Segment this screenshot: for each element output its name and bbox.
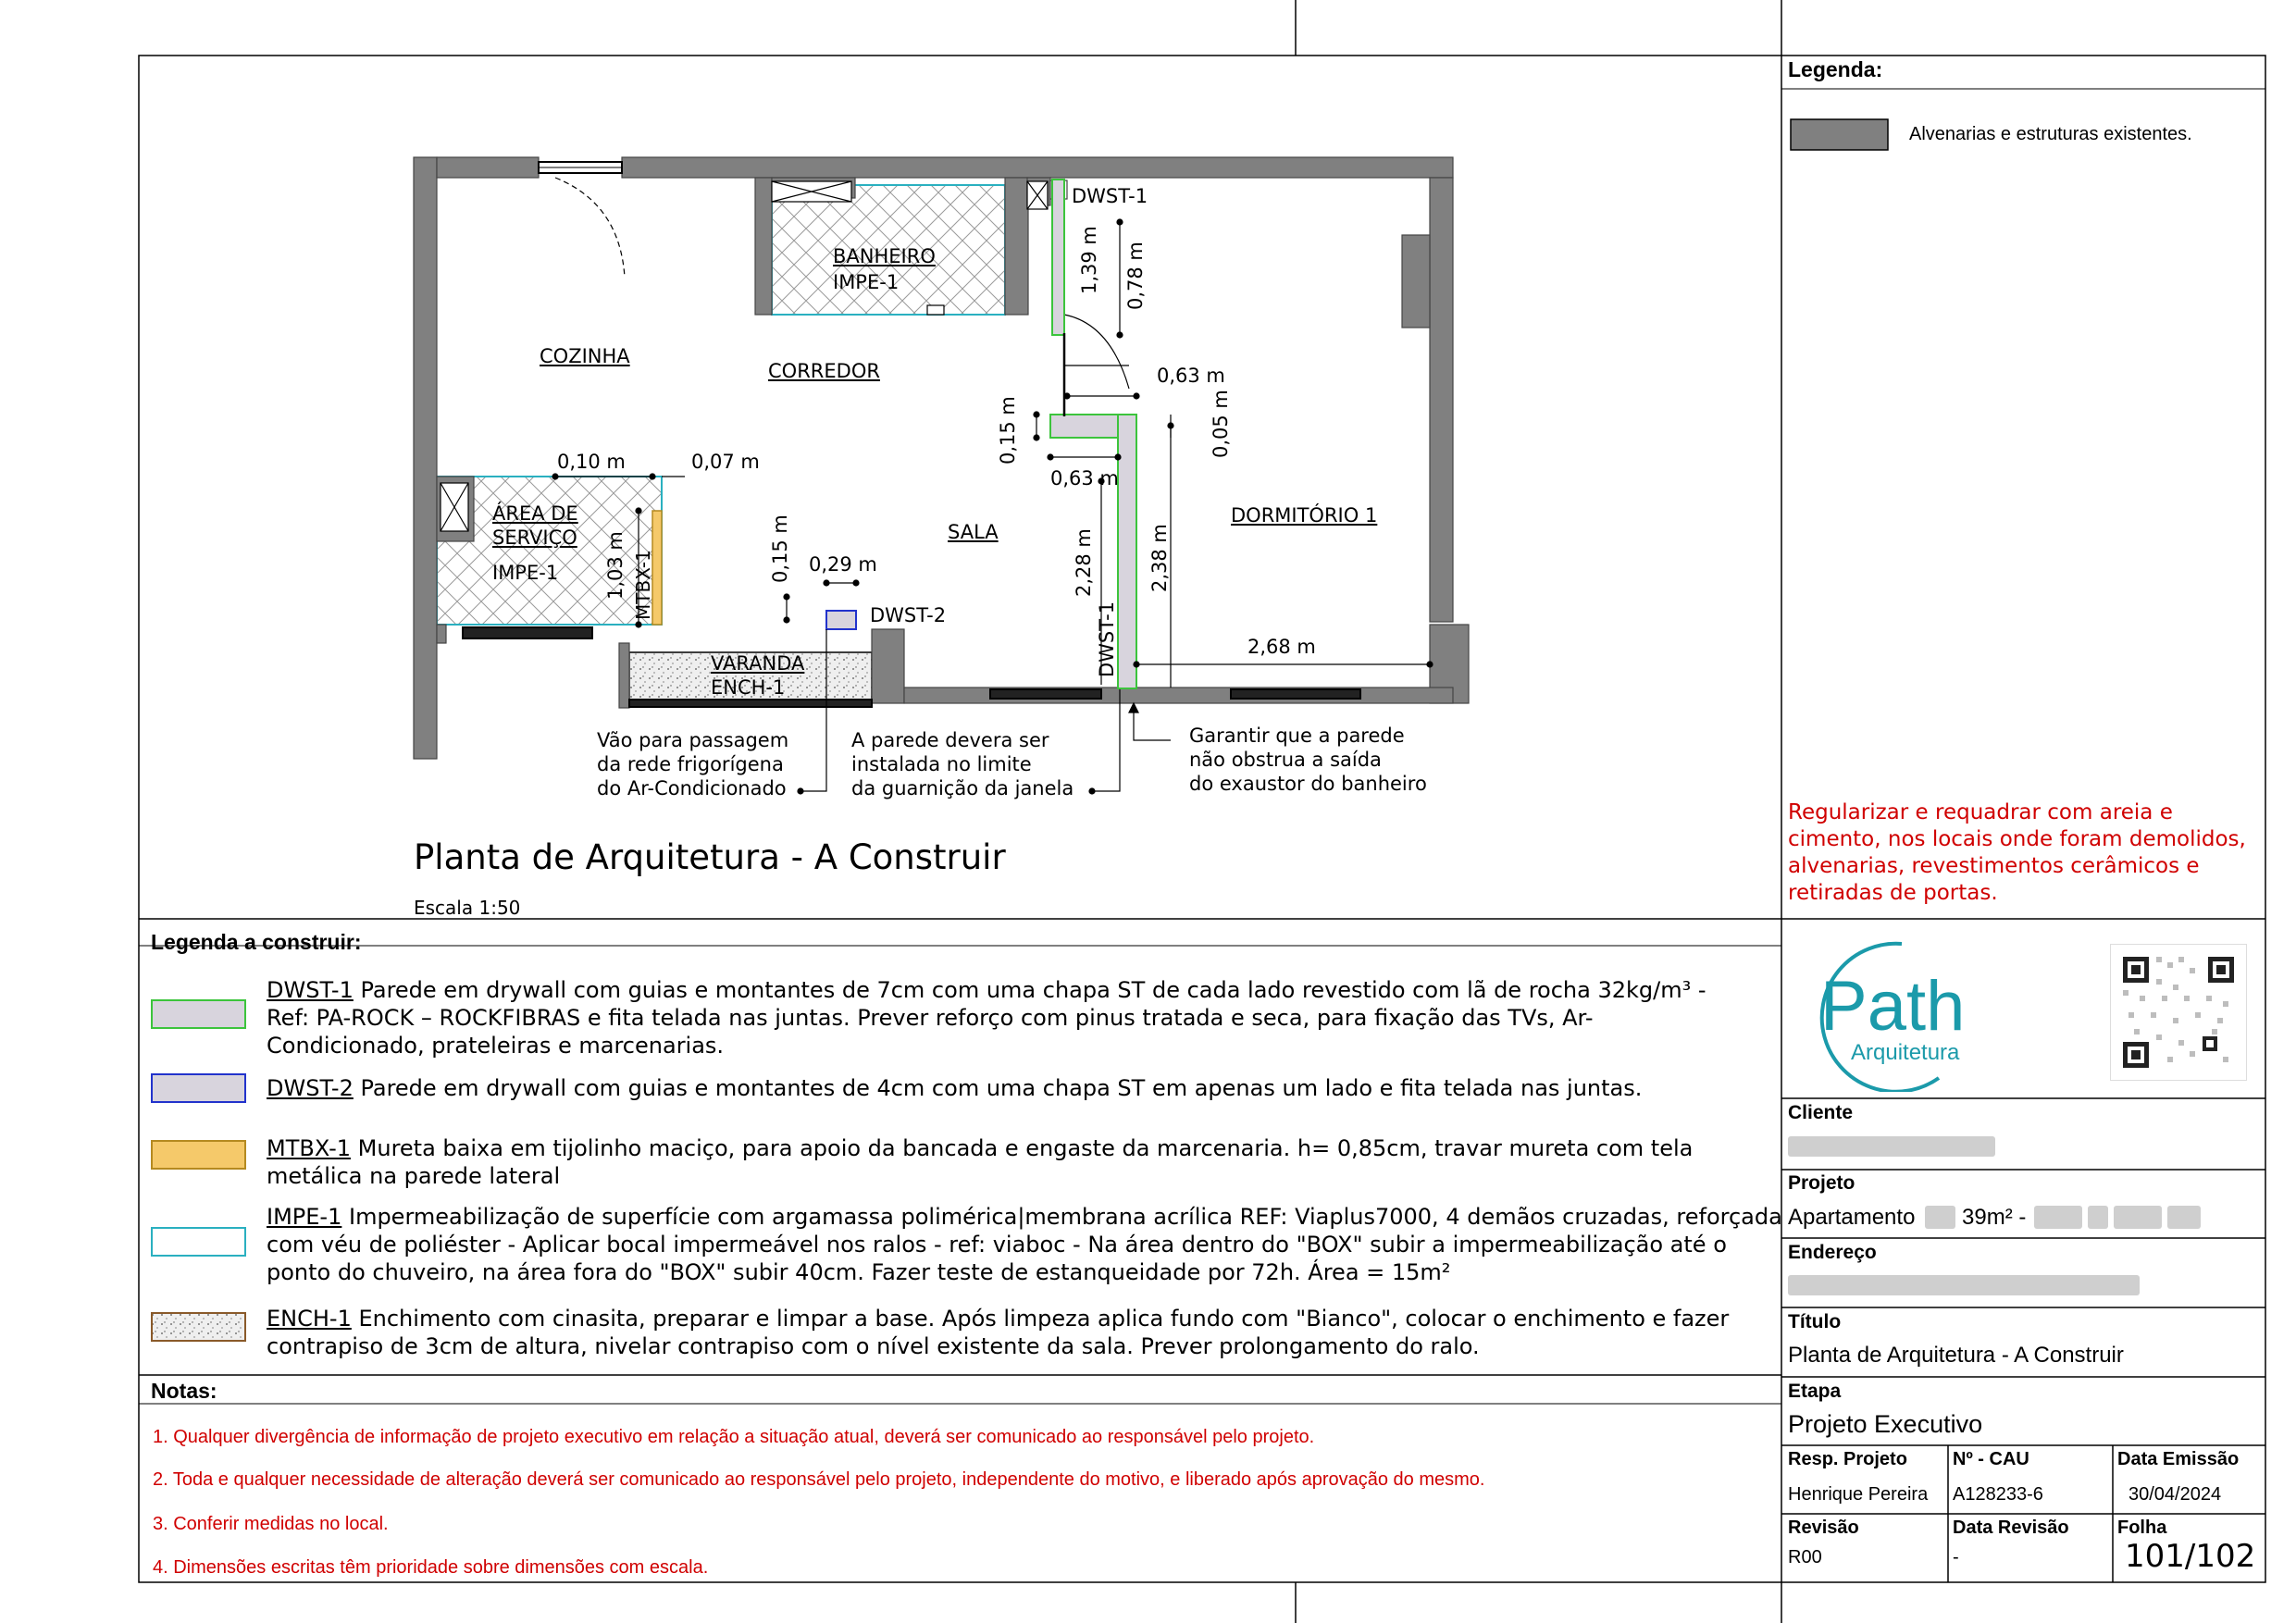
note-4: 4. Dimensões escritas têm prioridade sobre dimensões com escala.: [153, 1557, 709, 1578]
room-cozinha: COZINHA: [540, 345, 630, 367]
dim-238: 2,38 m: [1148, 524, 1171, 592]
room-area-servico-1: ÁREA DE: [492, 502, 578, 525]
legend-title: Legenda:: [1788, 57, 1883, 81]
projeto-value-b: 39m² -: [1962, 1205, 2027, 1230]
dim-078: 0,78 m: [1124, 242, 1147, 310]
qr-code-icon: [2110, 944, 2247, 1081]
dim-007: 0,07 m: [691, 451, 760, 473]
resp-label: Resp. Projeto: [1788, 1449, 1907, 1469]
projeto-label: Projeto: [1788, 1172, 1855, 1194]
folha-label: Folha: [2117, 1518, 2167, 1538]
dim-063a: 0,63 m: [1157, 365, 1225, 387]
dim-010: 0,10 m: [557, 451, 626, 473]
room-varanda: VARANDA: [711, 652, 805, 675]
data-emissao-value: 30/04/2024: [2128, 1484, 2222, 1505]
red-note: Regularizar e requadrar com areia e cimento, nos locais onde foram demolidos, alvenarias, revestimentos cerâmicos e retiradas de portas.: [1788, 800, 2246, 905]
etapa-value: Projeto Executivo: [1788, 1410, 1983, 1438]
path-logo: [1781, 930, 2013, 1092]
plan-title: Planta de Arquitetura - A Construir: [414, 837, 1006, 877]
dim-063b: 0,63 m: [1050, 467, 1119, 489]
dim-015b: 0,15 m: [997, 396, 1019, 465]
data-revisao-label: Data Revisão: [1953, 1518, 2069, 1538]
legend-existing-label: Alvenarias e estruturas existentes.: [1909, 124, 2192, 144]
swatch-dwst1: [151, 999, 246, 1029]
cliente-redacted: [1788, 1136, 1995, 1157]
annotation-ac: Vão para passagem da rede frigorígena do Ar-Condicionado: [597, 729, 789, 799]
projeto-redacted-2: [2034, 1206, 2082, 1229]
room-banheiro: BANHEIRO: [833, 245, 936, 267]
dim-015a: 0,15 m: [769, 514, 791, 583]
etapa-label: Etapa: [1788, 1381, 1842, 1402]
legend-item-dwst2: DWST-2 Parede em drywall com guias e montantes de 4cm com uma chapa ST em apenas um lado e fita telada nas juntas.: [267, 1075, 1643, 1101]
resp-value: Henrique Pereira: [1788, 1484, 1929, 1505]
room-corredor: CORREDOR: [768, 360, 880, 382]
note-2: 2. Toda e qualquer necessidade de alteração deverá ser comunicado ao responsável pelo projeto, independente do motivo, e liberado após aprovação do mesmo.: [153, 1469, 1485, 1490]
note-1: 1. Qualquer divergência de informação de projeto executivo em relação a situação atual, deverá ser comunicado ao responsável pelo projeto.: [153, 1427, 1315, 1447]
tag-dwst1-bottom: DWST-1: [1096, 601, 1118, 677]
dim-139: 1,39 m: [1078, 226, 1100, 294]
cau-label: Nº - CAU: [1953, 1449, 2029, 1469]
projeto-value-a: Apartamento: [1788, 1205, 1916, 1230]
logo-sub: Arquitetura: [1851, 1040, 1960, 1065]
notes-title: Notas:: [151, 1379, 217, 1403]
room-banheiro-tag: IMPE-1: [833, 271, 900, 293]
projeto-redacted-3: [2088, 1206, 2108, 1229]
projeto-redacted-5: [2167, 1206, 2201, 1229]
annotation-window: A parede devera ser instalada no limite da guarnição da janela: [851, 729, 1074, 799]
legend-item-dwst1: DWST-1 Parede em drywall com guias e montantes de 7cm com uma chapa ST de cada lado revestido com lã de rocha 32kg/m³ - Ref: PA-ROCK – ROCKFIBRAS e fita telada nas juntas. Prever reforço com pinus tratada e seca, para fixação das TVs, Ar- Condicionado, prateleiras e marcenarias.: [267, 977, 1706, 1059]
note-3: 3. Conferir medidas no local.: [153, 1514, 389, 1534]
existing-wall-swatch: [1791, 119, 1888, 150]
endereco-redacted: [1788, 1275, 2140, 1295]
logo-name: Path: [1820, 967, 1966, 1046]
annotation-exaustor: Garantir que a parede não obstrua a saída do exaustor do banheiro: [1189, 725, 1427, 795]
legend-item-impe1: IMPE-1 Impermeabilização de superfície com argamassa polimérica|membrana acrílica REF: Viaplus7000, 4 demãos cruzadas, reforçada com véu de poliéster - Aplicar bocal impermeável nos ralos - ref: viaboc - Na área dentro do "BOX" subir a impermeabilização até o ponto do chuveiro, na área fora do "BOX" subir 40cm. Fazer teste de estanqueidade por 72h. Área = 15m²: [267, 1204, 1782, 1285]
floor-plan: [414, 157, 1469, 794]
revisao-value: R00: [1788, 1547, 1822, 1567]
tag-dwst1-top: DWST-1: [1072, 185, 1148, 207]
legend-item-mtbx1: MTBX-1 Mureta baixa em tijolinho maciço, para apoio da bancada e engaste da marcenaria. h= 0,85cm, travar mureta com tela metálica na parede lateral: [267, 1135, 1694, 1189]
room-dormitorio: DORMITÓRIO 1: [1231, 504, 1378, 527]
swatch-ench1: [151, 1312, 246, 1342]
build-legend-title: Legenda a construir:: [151, 930, 362, 954]
cau-value: A128233-6: [1953, 1484, 2043, 1505]
legend-item-ench1: ENCH-1 Enchimento com cinasita, preparar e limpar a base. Após limpeza aplica fundo com "Bianco", colocar o enchimento e fazer contrapiso de 3cm de altura, nivelar contrapiso com o nível existente da sala. Prever prolongamento do ralo.: [267, 1306, 1730, 1359]
dim-228: 2,28 m: [1073, 528, 1095, 597]
endereco-label: Endereço: [1788, 1242, 1877, 1263]
swatch-impe1: [151, 1227, 246, 1257]
revisao-label: Revisão: [1788, 1518, 1859, 1538]
dwst2-wall: [826, 611, 856, 629]
room-sala: SALA: [948, 521, 999, 543]
swatch-dwst2: [151, 1073, 246, 1103]
dim-029: 0,29 m: [809, 553, 877, 576]
titulo-label: Título: [1788, 1311, 1842, 1332]
folha-value: 101/102: [2125, 1538, 2256, 1575]
data-revisao-value: -: [1953, 1547, 1959, 1567]
dim-005: 0,05 m: [1210, 390, 1232, 458]
cliente-label: Cliente: [1788, 1102, 1854, 1123]
room-varanda-tag: ENCH-1: [711, 676, 786, 699]
dim-103: 1,03 m: [604, 531, 627, 600]
tag-mtbx1: MTBX-1: [632, 550, 654, 620]
projeto-redacted-4: [2114, 1206, 2162, 1229]
tag-dwst2: DWST-2: [870, 604, 947, 626]
dim-268: 2,68 m: [1247, 636, 1316, 658]
projeto-redacted-1: [1925, 1206, 1955, 1229]
data-emissao-label: Data Emissão: [2117, 1449, 2240, 1469]
room-area-servico-tag: IMPE-1: [492, 562, 559, 584]
room-area-servico-2: SERVIÇO: [492, 527, 577, 549]
swatch-mtbx1: [151, 1140, 246, 1170]
plan-scale: Escala 1:50: [414, 897, 521, 919]
titulo-value: Planta de Arquitetura - A Construir: [1788, 1343, 2124, 1368]
